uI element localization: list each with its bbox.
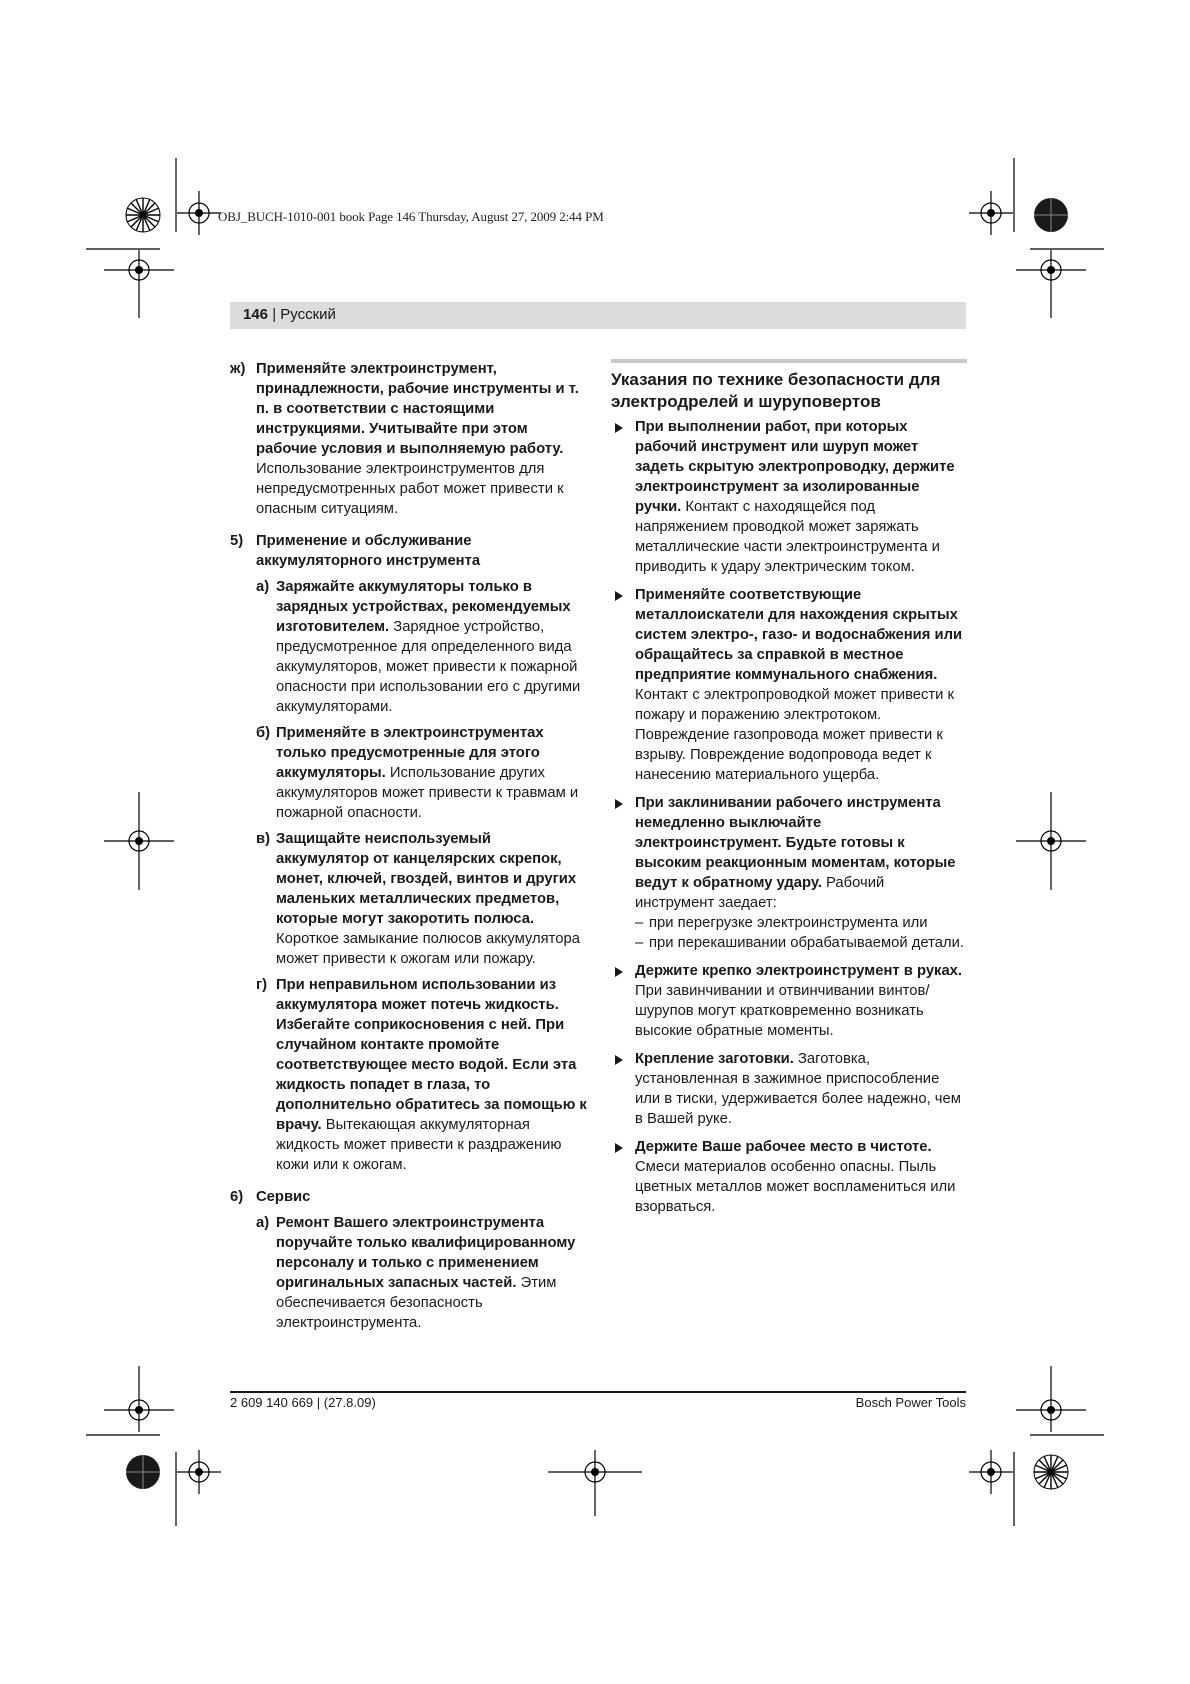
footer-doc-number: 2 609 140 669 | (27.8.09) [230, 1395, 376, 1410]
registration-mark-icon [969, 191, 1013, 235]
rule-label: ж) [230, 361, 246, 377]
bullet-item [611, 1137, 967, 1217]
rule-bold: Ремонт Вашего электроинструмента поручайте только квалифицированному персоналу и только с применением оригинальных запасных частей. [276, 1215, 576, 1291]
registration-mark-icon [969, 1450, 1013, 1494]
rule-text: Этим обеспечивается безопасность электроинструмента. [276, 1275, 557, 1331]
rule-bold: Применяйте электроинструмент, принадлежности, рабочие инструменты и т. п. в соответствии с настоящими инструкциями. Учитывайте при этом рабочие условия и выполняемую работу. [256, 361, 579, 457]
rule-text: Вытекающая аккумуляторная жидкость может привести к раздражению кожи или к ожогам. [276, 1117, 562, 1173]
bullet-triangle-icon [615, 1143, 623, 1153]
bullet-item [611, 961, 967, 1041]
star-target-icon [1034, 1455, 1068, 1489]
bullet-triangle-icon [615, 799, 623, 809]
bullet-text: При завинчивании и отвинчивании винтов/шурупов могут кратковременно возникать высокие обратные моменты. [635, 983, 930, 1039]
bullet-text: Контакт с находящейся под напряжением проводкой может заряжать металлические части электроинструмента и приводить к удару электрическим током. [635, 499, 940, 575]
rule-bold: Защищайте неиспользуемый аккумулятор от канцелярских скрепок, монет, ключей, гвоздей, винтов и других маленьких металлических предметов, которые могут закоротить полюса. [276, 831, 577, 927]
bullet-triangle-icon [615, 591, 623, 601]
rule-6a [256, 1213, 588, 1333]
rule-label: б) [256, 725, 271, 741]
registration-mark-icon [104, 792, 174, 890]
registration-mark-icon [548, 1450, 642, 1516]
bullet-triangle-icon [615, 967, 623, 977]
registration-mark-icon [1016, 792, 1086, 890]
solid-target-icon [126, 1455, 160, 1489]
rule-text: Использование других аккумуляторов может привести к травмам и пожарной опасности. [276, 765, 579, 821]
header-language: Русский [280, 306, 336, 323]
solid-target-icon [1034, 198, 1068, 232]
page-header-bar [230, 302, 966, 329]
dash-item [635, 933, 967, 953]
bullet-item [611, 793, 967, 953]
footer-brand: Bosch Power Tools [855, 1395, 966, 1410]
print-slug: OBJ_BUCH-1010-001 book Page 146 Thursday, August 27, 2009 2:44 PM [218, 209, 604, 224]
section-5-heading [230, 531, 588, 571]
dash-text: при перегрузке электроинструмента или [649, 915, 928, 931]
registration-mark-icon [1016, 1366, 1086, 1432]
section-number: 5) [230, 533, 244, 549]
bullet-text: Заготовка, установленная в зажимное приспособление или в тиски, удерживается более надежно, чем в Вашей руке. [635, 1051, 961, 1127]
bullet-text: Рабочий инструмент заедает: [635, 875, 885, 911]
bullet-bold: При выполнении работ, при которых рабочий инструмент или шуруп может задеть скрытую электропроводку, держите электроинструмент за изолированные ручки. [635, 419, 955, 515]
left-column [230, 359, 588, 1339]
bullet-triangle-icon [615, 1055, 623, 1065]
bullet-item [611, 1049, 967, 1129]
rule-5v [256, 829, 588, 969]
page-header [243, 306, 336, 323]
star-target-icon [126, 198, 160, 232]
rule-text: Использование электроинструментов для непредусмотренных работ может привести к опасным ситуациям. [256, 461, 564, 517]
rule-5g [256, 975, 588, 1175]
bullet-bold: Применяйте соответствующие металлоискатели для нахождения скрытых систем электро-, газо- и водоснабжения или обращайтесь за справкой в местное предприятие коммунального снабжения. [635, 587, 963, 683]
header-separator: | [268, 306, 281, 323]
dash-text: при перекашивании обрабатываемой детали. [649, 935, 964, 951]
bullet-bold: При заклинивании рабочего инструмента немедленно выключайте электроинструмент. Будьте готовы к высоким реакционным моментам, которые ведут к обратному удару. [635, 795, 956, 891]
bullet-triangle-icon [615, 423, 623, 433]
dash-symbol: – [635, 915, 644, 931]
registration-mark-icon [177, 191, 221, 235]
rule-bold: При неправильном использовании из аккумулятора может потечь жидкость. Избегайте соприкосновения с ней. При случайном контакте промойте соответствующее место водой. Если эта жидкость попадет в глаза, то дополнительно обратитесь за помощью к врачу. [276, 977, 587, 1133]
section-title: Применение и обслуживание аккумуляторного инструмента [256, 533, 481, 569]
registration-mark-icon [177, 1450, 221, 1494]
section-6-heading [230, 1187, 588, 1207]
rule-5a [256, 577, 588, 717]
registration-mark-icon [1016, 250, 1086, 318]
rule-label: а) [256, 1215, 270, 1231]
bullet-bold: Крепление заготовки. [635, 1051, 794, 1067]
rule-label: в) [256, 831, 271, 847]
bullet-text: Контакт с электропроводкой может привести к пожару и поражению электротоком. Повреждение газопровода может привести к взрыву. Повреждение водопровода ведет к нанесению материального ущерба. [635, 687, 955, 783]
rule-bold: Заряжайте аккумуляторы только в зарядных устройствах, рекомендуемых изготовителем. [276, 579, 571, 635]
bullet-item [611, 417, 967, 577]
bullet-bold: Держите Ваше рабочее место в чистоте. [635, 1139, 932, 1155]
section-number: 6) [230, 1189, 244, 1205]
rule-label: г) [256, 977, 268, 993]
registration-mark-icon [104, 1366, 174, 1432]
page-number: 146 [243, 306, 269, 323]
rule-text: Зарядное устройство, предусмотренное для определенного вида аккумуляторов, может привести к пожарной опасности при использовании его с другими аккумуляторами. [276, 619, 581, 715]
rule-label: а) [256, 579, 270, 595]
bullet-bold: Держите крепко электроинструмент в руках. [635, 963, 963, 979]
right-column [611, 359, 967, 1225]
section-rule [611, 359, 967, 363]
section-title: Сервис [256, 1189, 311, 1205]
rule-bold: Применяйте в электроинструментах только предусмотренные для этого аккумуляторы. [276, 725, 544, 781]
dash-item [635, 913, 967, 933]
registration-mark-icon [104, 250, 174, 318]
bullet-item [611, 585, 967, 785]
rule-zh [230, 359, 588, 519]
footer-rule [230, 1391, 966, 1393]
rule-5b [256, 723, 588, 823]
safety-heading: Указания по технике безопасности для электродрелей и шуруповертов [611, 370, 941, 411]
bullet-text: Смеси материалов особенно опасны. Пыль цветных металлов может воспламениться или взорваться. [635, 1159, 956, 1215]
rule-text: Короткое замыкание полюсов аккумулятора может привести к ожогам или пожару. [276, 931, 580, 967]
dash-symbol: – [635, 935, 644, 951]
